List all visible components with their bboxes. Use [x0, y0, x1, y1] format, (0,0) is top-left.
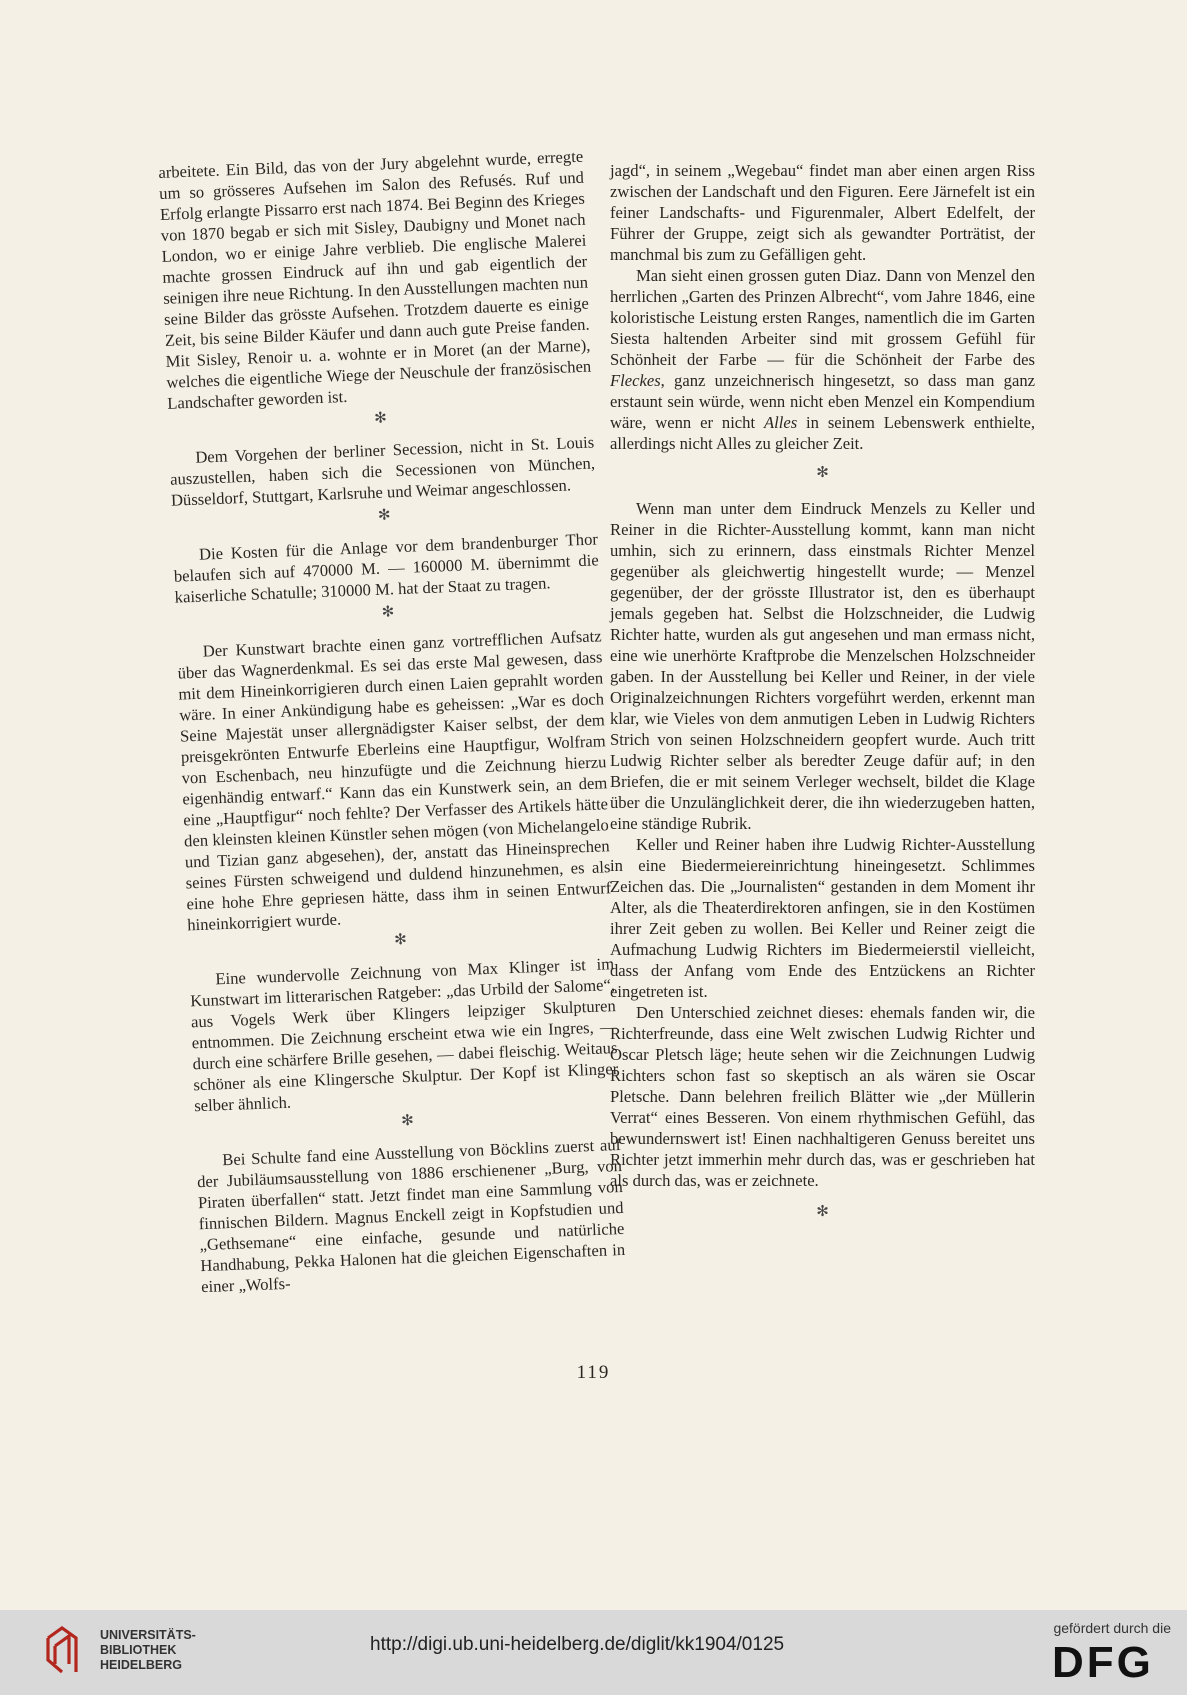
- emphasis-fleckes: Fleckes: [610, 371, 661, 390]
- library-name-line: BIBLIOTHEK: [100, 1643, 177, 1657]
- right-paragraph-2: [610, 265, 1035, 454]
- left-paragraph-2: Dem Vorgehen der berliner Secession, nicht in St. Louis auszustellen, haben sich die Secessionen von München, Düsseldorf, Stuttgart, Karlsruhe und Weimar angeschlossen.: [169, 432, 596, 510]
- separator-star-icon: ✻: [816, 465, 829, 481]
- right-paragraph-5: Den Unterschied zeichnet dieses: ehemals fanden wir, die Richterfreunde, dass eine Welt zwischen Ludwig Richter und Oscar Pletsch läge; heute sehen wir die Zeichnungen Ludwig Richters schon fast so skeptisch an als wären sie Oscar Pletsche. Dann belehren freilich Blätter wie „der Müllerin Verrat“ eines Besseren. Von einem rhythmischen Gefühl, das bewundernswert ist! Einen nachhaltigeren Genuss bereitet uns Richter jetzt immerhin mehr durch das, was er geschrieben hat als durch das, was er zeichnete.: [610, 1003, 1035, 1190]
- right-paragraph-3: Wenn man unter dem Eindruck Menzels zu Keller und Reiner in die Richter-Ausstellung kommt, kann man nicht umhin, sich zu erinnern, dass einstmals Richter Menzel gegenüber als gleichwertig hingestellt wurde; — Menzel gegenüber, der der grösste Illustrator ist, den es überhaupt jemals gegeben hat. Selbst die Holzschneider, die Ludwig Richter hatte, wurden als gut angesehen und man ermass nicht, eine wie unerhörte Kraftprobe die Menzelschen Holzschneider gaben. In der Ausstellung bei Keller und Reiner, in der viele Originalzeichnungen Richters vorgeführt werden, erkennt man klar, wie Vieles von dem anmutigen Leben in Ludwig Richters Strich von seinen Holzschneidern geopfert wurde. Auch tritt Ludwig Richter selber als beredter Zeuge dafür auf; in den Briefen, die er mit seinem Verleger wechselt, bildet die Klage über die Unzulänglichkeit derer, die ihn wiederzugeben hatten, eine ständige Rubrik.: [610, 499, 1035, 833]
- left-paragraph-4: Der Kunstwart brachte einen ganz vortrefflichen Aufsatz über das Wagnerdenkmal. Es sei das erste Mal gewesen, dass mit dem Hineinkorrigieren durch einen Laien geprahlt worden wäre. In einer Ankündigung habe es geheissen: „War es doch Seine Majestät unser allergnädigster Kaiser selbst, der dem preisgekrönten Entwurfe Eberleins eine Hauptfigur, Wolfram von Eschenbach, neu hinzufügte und die Zeichnung hierzu eigenhändig entwarf.“ Kann das ein Kunstwerk sein, an dem eine „Hauptfigur“ noch fehlte? Der Verfasser des Artikels hätte den kleinsten kleinen Künstler sehen mögen (von Michelangelo und Tizian ganz abgesehen), der, anstatt das Hineinsprechen seines Fürsten schweigend und duldend hinzunehmen, es als eine hohe Ehre gepriesen hätte, dass ihm in seinen Entwurf hineinkorrigiert wurde.: [177, 626, 612, 935]
- left-paragraph-3: Die Kosten für die Anlage vor dem brandenburger Thor belaufen sich auf 470000 M. — 160000 M. übernimmt die kaiserliche Schatulle; 310000 M. hat der Staat zu tragen.: [173, 529, 599, 607]
- library-name-line: UNIVERSITÄTS-: [100, 1628, 196, 1642]
- text-run: Man sieht einen grossen guten Diaz. Dann von Menzel den herrlichen „Garten des Prinzen Albrecht“, vom Jahre 1846, eine koloristische Leistung ersten Ranges, namentlich die im Garten Siesta haltenden Arbeiter sind mit grossem Gefühl für Schönheit der Farbe — für die Schönheit der Farbe des: [610, 266, 1035, 369]
- separator-star-icon: ✻: [381, 604, 395, 621]
- left-paragraph-1: arbeitete. Ein Bild, das von der Jury abgelehnt wurde, erregte um so grösseres Aufsehen im Salon des Refusés. Ruf und Erfolg erlangte Pissarro erst nach 1874. Bei Beginn des Krieges von 1870 begab er sich mit Sisley, Daubigny und Monet nach London, wo er einige Jahre verblieb. Die englische Malerei machte grossen Eindruck auf ihn und gab eigentlich der seinigen ihre neue Richtung. In den Ausstellungen machten nun seine Bilder das grösste Aufsehen. Trotzdem dauerte es einige Zeit, bis seine Bilder Käufer und dann auch gute Preise fanden. Mit Sisley, Renoir u. a. wohnte er in Moret (an der Marne), welches die eigentliche Wiege der Neuschule der französischen Landschafter geworden ist.: [158, 146, 592, 413]
- dfg-logo: DFG: [1052, 1638, 1154, 1687]
- page-number: 119: [576, 1362, 611, 1383]
- left-paragraph-5: Eine wundervolle Zeichnung von Max Klinger ist im Kunstwart im litterarischen Ratgeber: „das Urbild der Salome“, aus Vogels Werk über Klingers leipziger Skulpturen entnommen. Die Zeichnung erscheint etwa wie ein Ingres, — durch eine schärfere Brille gesehen, — dabei fleischig. Weitaus schöner als eine Klingersche Skulptur. Der Kopf ist Klinger selber ähnlich.: [189, 954, 619, 1116]
- left-paragraph-6: Bei Schulte fand eine Ausstellung von Böcklins zuerst auf der Jubiläumsausstellung von 1886 erschienener „Burg, von Piraten überfallen“ statt. Jetzt findet man eine Sammlung von finnischen Bildern. Magnus Enckell zeigt in Kopfstudien und „Gethsemane“ eine einfache, gesunde und natürliche Handhabung, Pekka Halonen hat die gleichen Eigenschaften in einer „Wolfs-: [196, 1134, 626, 1297]
- text-run: in seinem Lebenswerk enthielte, allerdings nicht Alles zu gleicher Zeit.: [610, 413, 1035, 453]
- right-column: [610, 160, 1035, 1233]
- separator-star-icon: ✻: [816, 1204, 829, 1220]
- separator-star-icon: ✻: [377, 507, 391, 524]
- left-column: [158, 146, 626, 1297]
- library-name-line: HEIDELBERG: [100, 1658, 182, 1672]
- emphasis-alles: Alles: [763, 413, 798, 432]
- university-library-logo-icon: [44, 1624, 86, 1676]
- library-name: [100, 1628, 196, 1673]
- funded-by-label: gefördert durch die: [1053, 1620, 1171, 1636]
- separator-star-icon: ✻: [400, 1112, 415, 1130]
- text-run: , ganz unzeichnerisch hingesetzt, so dass man ganz erstaunt sein würde, wenn nicht eben Menzel ein Kompendium wäre, wenn er nicht: [610, 371, 1035, 432]
- separator-star-icon: ✻: [393, 932, 408, 949]
- right-paragraph-4: Keller und Reiner haben ihre Ludwig Richter-Ausstellung in eine Biedermeiereinrichtung hineingesetzt. Schlimmes Zeichen das. Die „Journalisten“ gestanden in dem Moment ihr Alter, als die Theaterdirektoren anfingen, sie in den Kostümen ihrer Zeit geben zu wollen. Bei Keller und Reiner zeigt die Aufmachung Ludwig Richters im Biedermeierstil vielleicht, dass der Anfang vom Ende des Entzückens an Richter eingetreten ist.: [610, 835, 1035, 1001]
- right-paragraph-1: jagd“, in seinem „Wegebau“ findet man aber einen argen Riss zwischen der Landschaft und den Figuren. Eere Järnefelt ist ein feiner Landschafts- und Figurenmaler, Albert Edelfelt, der Führer der Gruppe, zeigt sich als gewandter Porträtist, der manchmal bis zum zu Gefälligen geht.: [610, 161, 1035, 264]
- separator-star-icon: ✻: [373, 410, 388, 427]
- permalink-url[interactable]: http://digi.ub.uni-heidelberg.de/diglit/kk1904/0125: [370, 1634, 785, 1655]
